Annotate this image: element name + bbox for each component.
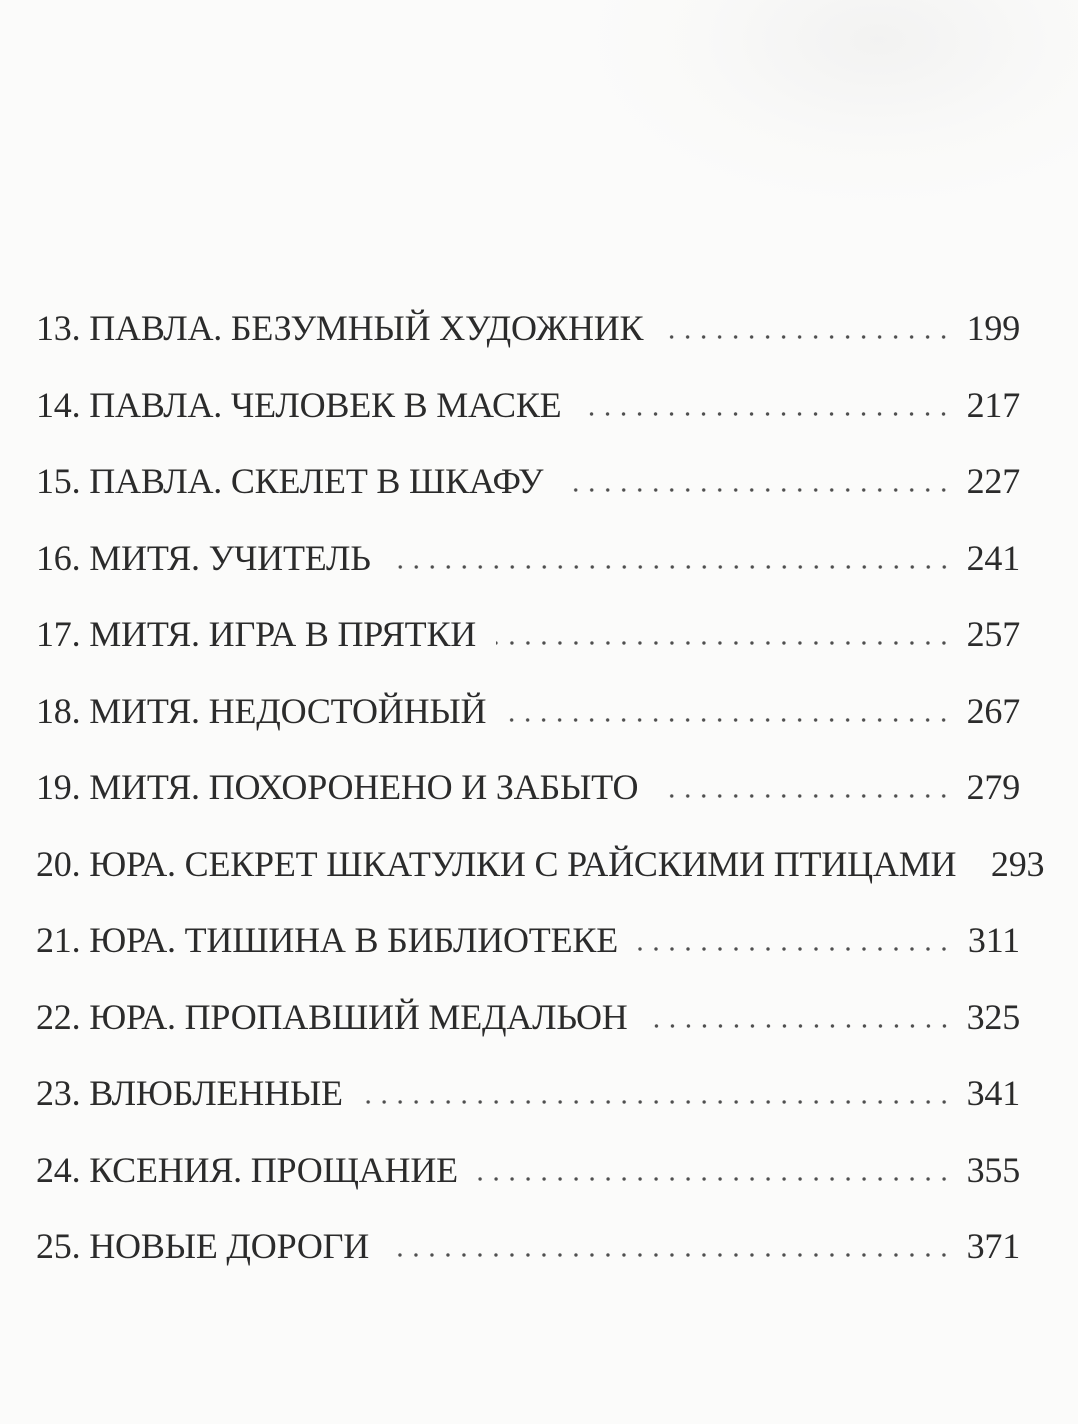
toc-number: 21. bbox=[36, 920, 81, 961]
toc-chapter-title: ЮРА. СЕКРЕТ ШКАТУЛКИ С РАЙСКИМИ ПТИЦАМИ bbox=[89, 843, 957, 884]
toc-title bbox=[36, 996, 648, 1037]
toc-chapter-title: НОВЫЕ ДОРОГИ bbox=[89, 1226, 370, 1267]
toc-title bbox=[36, 767, 658, 808]
toc-number: 17. bbox=[36, 614, 81, 655]
dot-leader bbox=[391, 563, 952, 571]
table-of-contents bbox=[36, 290, 1045, 1285]
toc-page-number: 241 bbox=[966, 537, 1020, 578]
dot-leader bbox=[363, 1098, 952, 1106]
toc-chapter-title: ПАВЛА. БЕЗУМНЫЙ ХУДОЖНИК bbox=[89, 308, 644, 349]
toc-chapter-title: ЮРА. ТИШИНА В БИБЛИОТЕКЕ bbox=[89, 920, 618, 961]
dot-leader bbox=[663, 333, 952, 341]
toc-page-number: 257 bbox=[966, 614, 1020, 655]
dot-leader bbox=[658, 792, 952, 800]
toc-number: 13. bbox=[36, 308, 81, 349]
toc-chapter-title: МИТЯ. УЧИТЕЛЬ bbox=[89, 537, 371, 578]
toc-entry-16 bbox=[36, 520, 1020, 597]
toc-chapter-title: ЮРА. ПРОПАВШИЙ МЕДАЛЬОН bbox=[89, 996, 628, 1037]
toc-page-number: 227 bbox=[966, 461, 1020, 502]
toc-title bbox=[36, 690, 506, 731]
toc-number: 15. bbox=[36, 461, 81, 502]
dot-leader bbox=[563, 486, 952, 494]
toc-title bbox=[36, 920, 638, 961]
toc-page-number: 311 bbox=[967, 920, 1020, 961]
toc-page-number: 293 bbox=[990, 843, 1045, 884]
toc-entry-24 bbox=[36, 1132, 1020, 1209]
toc-title bbox=[36, 537, 391, 578]
toc-page-number: 325 bbox=[966, 996, 1020, 1037]
toc-entry-17 bbox=[36, 596, 1020, 673]
toc-entry-25 bbox=[36, 1208, 1020, 1285]
toc-chapter-title: ПАВЛА. ЧЕЛОВЕК В МАСКЕ bbox=[89, 384, 562, 425]
toc-entry-20 bbox=[36, 826, 1045, 903]
toc-number: 14. bbox=[36, 384, 81, 425]
toc-number: 24. bbox=[36, 1149, 81, 1190]
toc-entry-19 bbox=[36, 749, 1020, 826]
toc-number: 23. bbox=[36, 1073, 81, 1114]
toc-chapter-title: МИТЯ. НЕДОСТОЙНЫЙ bbox=[89, 690, 487, 731]
toc-entry-15 bbox=[36, 443, 1020, 520]
dot-leader bbox=[638, 945, 952, 953]
toc-number: 20. bbox=[36, 843, 81, 884]
toc-number: 16. bbox=[36, 537, 81, 578]
dot-leader bbox=[581, 410, 952, 418]
toc-page-number: 371 bbox=[966, 1226, 1020, 1267]
toc-number: 25. bbox=[36, 1226, 81, 1267]
toc-chapter-title: ВЛЮБЛЕННЫЕ bbox=[89, 1073, 343, 1114]
toc-entry-18 bbox=[36, 673, 1020, 750]
toc-number: 19. bbox=[36, 767, 81, 808]
toc-title bbox=[36, 1226, 389, 1267]
toc-entry-13 bbox=[36, 290, 1020, 367]
toc-entry-22 bbox=[36, 979, 1020, 1056]
toc-title bbox=[36, 1149, 478, 1190]
toc-page-number: 267 bbox=[966, 690, 1020, 731]
toc-number: 18. bbox=[36, 690, 81, 731]
toc-chapter-title: МИТЯ. ПОХОРОНЕНО И ЗАБЫТО bbox=[89, 767, 639, 808]
toc-entry-21 bbox=[36, 902, 1020, 979]
toc-title bbox=[36, 1073, 363, 1114]
toc-title bbox=[36, 384, 581, 425]
toc-title bbox=[36, 843, 976, 884]
toc-title bbox=[36, 308, 663, 349]
toc-page-number: 355 bbox=[966, 1149, 1020, 1190]
toc-title bbox=[36, 461, 563, 502]
toc-chapter-title: МИТЯ. ИГРА В ПРЯТКИ bbox=[89, 614, 477, 655]
toc-chapter-title: ПАВЛА. СКЕЛЕТ В ШКАФУ bbox=[89, 461, 544, 502]
toc-page-number: 341 bbox=[966, 1073, 1020, 1114]
toc-page-number: 199 bbox=[966, 308, 1020, 349]
dot-leader bbox=[648, 1022, 952, 1030]
dot-leader bbox=[506, 716, 952, 724]
toc-chapter-title: КСЕНИЯ. ПРОЩАНИЕ bbox=[89, 1149, 458, 1190]
dot-leader bbox=[496, 639, 952, 647]
dot-leader bbox=[389, 1251, 952, 1259]
toc-number: 22. bbox=[36, 996, 81, 1037]
toc-title bbox=[36, 614, 496, 655]
toc-entry-14 bbox=[36, 367, 1020, 444]
corner-shadow bbox=[598, 0, 1078, 200]
toc-entry-23 bbox=[36, 1055, 1020, 1132]
toc-page-number: 279 bbox=[966, 767, 1020, 808]
dot-leader bbox=[478, 1175, 952, 1183]
toc-page-number: 217 bbox=[966, 384, 1020, 425]
